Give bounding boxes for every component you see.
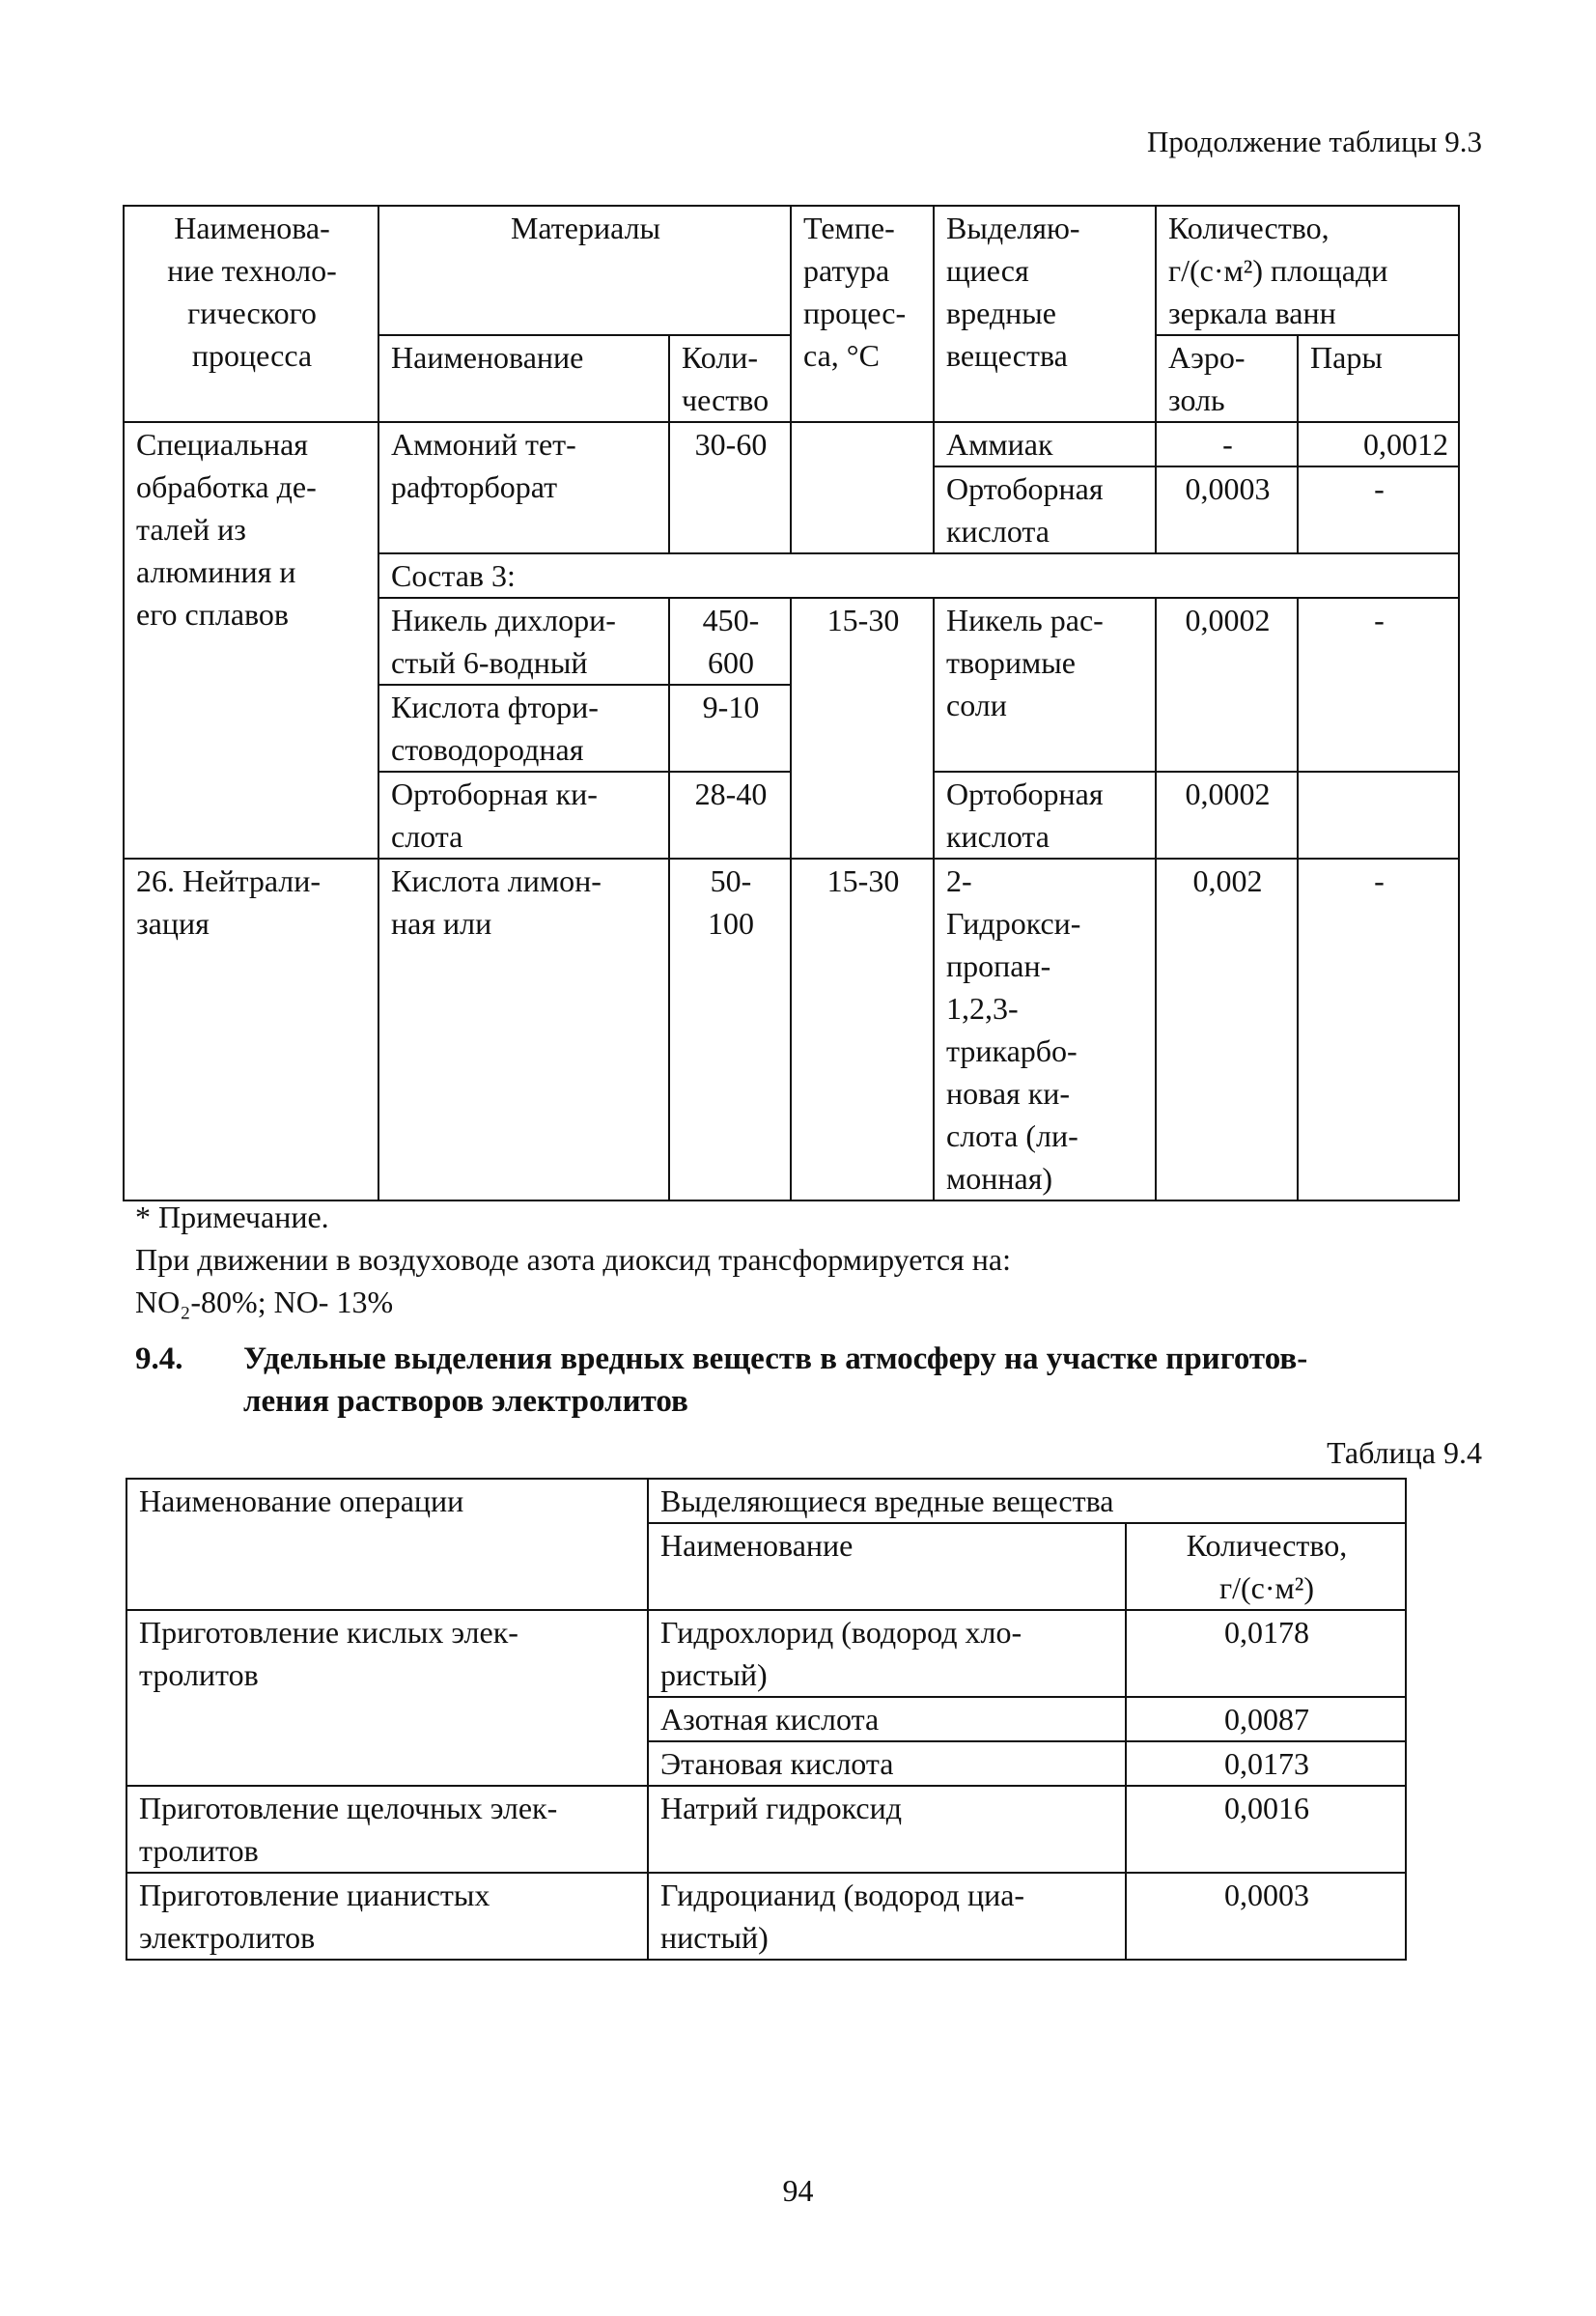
table-caption: Таблица 9.4 — [1327, 1435, 1482, 1470]
substance-name: Гидрохлорид (водород хло- ристый) — [648, 1610, 1126, 1697]
vapor-value: 0,0012 — [1298, 422, 1459, 466]
quantity-value: 0,0087 — [1126, 1697, 1406, 1741]
note-line: NO₂-80%; NO- 13% — [135, 1285, 394, 1319]
substance-name: Азотная кислота — [648, 1697, 1126, 1741]
material-name: Кислота фтори- стоводородная — [378, 685, 669, 772]
substance-name: Этановая кислота — [648, 1741, 1126, 1786]
process-cell: 26. Нейтрали- зация — [124, 859, 378, 1200]
material-name: Аммоний тет- рафторборат — [378, 422, 669, 553]
header-operation: Наименование операции — [126, 1479, 648, 1610]
table-row — [126, 1610, 1406, 1697]
header-material-name: Наименование — [378, 335, 669, 422]
note-line: При движении в воздуховоде азота диоксид трансформируется на: — [135, 1242, 1011, 1277]
aerosol-value: 0,0002 — [1156, 598, 1298, 772]
header-quantity: Количество, г/(с·м²) площади зеркала ванн — [1156, 206, 1459, 335]
substance-name: 2- Гидрокси- пропан- 1,2,3- трикарбо- новая ки- слота (ли- монная) — [934, 859, 1156, 1200]
aerosol-value: 0,0003 — [1156, 466, 1298, 553]
aerosol-value: 0,0002 — [1156, 772, 1298, 859]
material-qty: 50- 100 — [669, 859, 791, 1200]
composition-label: Состав 3: — [378, 553, 1459, 598]
header-process: Наименова- ние техноло- гического процесса — [124, 206, 378, 422]
quantity-value: 0,0173 — [1126, 1741, 1406, 1786]
aerosol-value: 0,002 — [1156, 859, 1298, 1200]
quantity-value: 0,0178 — [1126, 1610, 1406, 1697]
substance-name: Никель рас- творимые соли — [934, 598, 1156, 772]
table-row — [126, 1873, 1406, 1960]
table-9-4 — [126, 1478, 1407, 1961]
header-substances: Выделяющиеся вредные вещества — [648, 1479, 1406, 1523]
header-aerosol: Аэро- золь — [1156, 335, 1298, 422]
substance-name: Гидроцианид (водород циа- нистый) — [648, 1873, 1126, 1960]
section-number: 9.4. — [135, 1342, 183, 1376]
section-heading — [135, 1338, 1487, 1423]
substance-name: Ортоборная кислота — [934, 772, 1156, 859]
header-materials: Материалы — [378, 206, 791, 335]
operation-name: Приготовление цианистых электролитов — [126, 1873, 648, 1960]
table-row — [124, 422, 1459, 466]
continuation-label: Продолжение таблицы 9.3 — [1147, 125, 1482, 158]
footnote — [135, 1196, 1011, 1323]
table-header-row — [126, 1479, 1406, 1523]
table-row — [126, 1786, 1406, 1873]
temperature-cell: 15-30 — [791, 598, 934, 859]
quantity-value: 0,0003 — [1126, 1873, 1406, 1960]
vapor-value: - — [1298, 466, 1459, 553]
substance-name: Аммиак — [934, 422, 1156, 466]
process-cell: Специальная обработка де- талей из алюминия и его сплавов — [124, 422, 378, 859]
header-substances: Выделяю- щиеся вредные вещества — [934, 206, 1156, 422]
material-name: Никель дихлори- стый 6-водный — [378, 598, 669, 685]
table-row — [124, 859, 1459, 1200]
quantity-value: 0,0016 — [1126, 1786, 1406, 1873]
table-header-row — [124, 206, 1459, 335]
vapor-value: - — [1298, 598, 1459, 772]
header-material-qty: Коли- чество — [669, 335, 791, 422]
temperature-cell — [791, 422, 934, 553]
material-qty: 450- 600 — [669, 598, 791, 685]
material-qty: 30-60 — [669, 422, 791, 553]
table-9-3 — [123, 205, 1460, 1201]
temperature-cell: 15-30 — [791, 859, 934, 1200]
header-quantity: Количество, г/(с·м²) — [1126, 1523, 1406, 1610]
header-temperature: Темпе- ратура процес- са, °С — [791, 206, 934, 422]
substance-name: Натрий гидроксид — [648, 1786, 1126, 1873]
material-qty: 28-40 — [669, 772, 791, 859]
aerosol-value: - — [1156, 422, 1298, 466]
operation-name: Приготовление щелочных элек- тролитов — [126, 1786, 648, 1873]
page-number: 94 — [782, 2173, 814, 2208]
note-title: * Примечание. — [135, 1200, 329, 1234]
material-qty: 9-10 — [669, 685, 791, 772]
header-vapors: Пары — [1298, 335, 1459, 422]
vapor-value — [1298, 772, 1459, 859]
header-name: Наименование — [648, 1523, 1126, 1610]
section-title: Удельные выделения вредных веществ в атмосферу на участке приготов- ления растворов электролитов — [243, 1342, 1308, 1419]
vapor-value: - — [1298, 859, 1459, 1200]
operation-name: Приготовление кислых элек- тролитов — [126, 1610, 648, 1786]
material-name: Ортоборная ки- слота — [378, 772, 669, 859]
material-name: Кислота лимон- ная или — [378, 859, 669, 1200]
substance-name: Ортоборная кислота — [934, 466, 1156, 553]
